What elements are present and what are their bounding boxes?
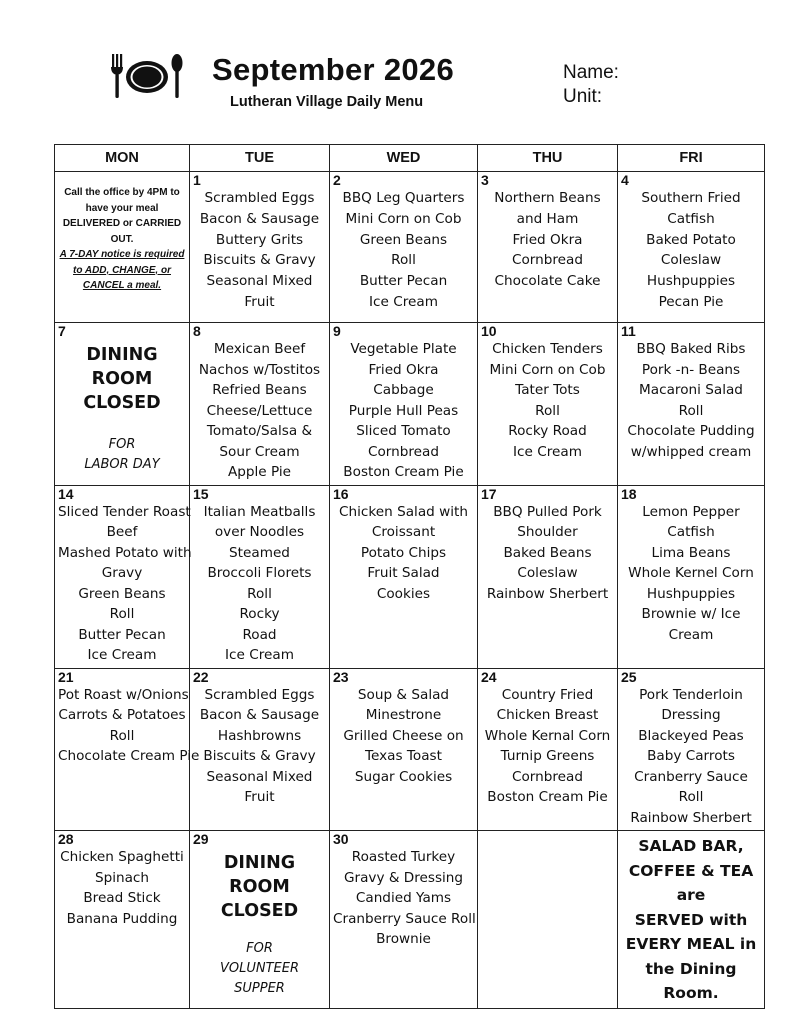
name-label: Name: (563, 62, 619, 83)
menu-item: Baked Potato (646, 231, 736, 248)
day-cell (478, 172, 617, 294)
menu-item: Cranberry Sauce (634, 768, 748, 785)
menu-calendar (54, 144, 765, 1009)
menu-item: Green Beans (78, 585, 166, 602)
day-number: 30 (333, 831, 349, 847)
menu-item: Coleslaw (660, 252, 722, 269)
menu-item: Ice Cream (369, 293, 438, 310)
menu-item: Roll (109, 727, 135, 744)
menu-item: w/whipped cream (630, 443, 752, 460)
menu-items (333, 502, 474, 605)
menu-item: Chocolate Cream Pie (58, 748, 200, 764)
menu-item: Cornbread (511, 768, 583, 785)
menu-item: Steamed (229, 544, 290, 561)
menu-item: Fruit (244, 293, 275, 310)
closed-line: DINING ROOM (223, 853, 296, 897)
weekday-thu: THU (478, 145, 618, 172)
week-row-3 (55, 485, 765, 668)
menu-item: Carrots & Potatoes (58, 707, 186, 723)
menu-items (58, 502, 192, 666)
menu-item: Gravy (101, 565, 143, 581)
menu-item: Butter Pecan (78, 626, 166, 643)
page-subtitle: Lutheran Village Daily Menu (230, 94, 424, 110)
menu-items (481, 685, 614, 808)
day-number: 23 (333, 668, 349, 685)
day-number: 9 (333, 323, 341, 339)
menu-item: Brownie w/ Ice (641, 606, 741, 622)
day-number: 29 (193, 831, 209, 847)
menu-item: Spinach (94, 869, 150, 886)
name-unit-fields (563, 61, 619, 109)
salad-bar-line: SERVED with (634, 910, 748, 929)
day-number: 15 (193, 485, 209, 502)
menu-item: Whole Kernel Corn (628, 565, 754, 581)
menu-item: Southern Fried (641, 190, 741, 206)
menu-item: Hashbrowns (217, 727, 302, 744)
menu-items (621, 188, 761, 313)
day-number: 1 (193, 172, 201, 188)
menu-item: Pecan Pie (658, 293, 724, 310)
menu-items (193, 685, 326, 808)
menu-item: Italian Meatballs (203, 503, 316, 520)
menu-item: Roll (535, 402, 560, 419)
menu-item: Cabbage (373, 382, 434, 398)
day-cell (330, 172, 477, 315)
closed-line: CLOSED (83, 393, 161, 413)
menu-item: Cream (668, 626, 714, 643)
day-number: 14 (58, 485, 74, 502)
office-note-line: DELIVERED or CARRIED (62, 218, 182, 229)
menu-items (193, 188, 326, 313)
menu-item: Chicken Tenders (492, 341, 603, 357)
menu-items (481, 502, 614, 605)
menu-item: Brownie (376, 931, 431, 947)
menu-item: Roll (391, 252, 416, 269)
menu-item: Biscuits & Gravy (203, 748, 316, 764)
menu-item: Chocolate Cake (494, 273, 601, 290)
menu-items (333, 339, 474, 483)
menu-item: Chocolate Pudding (627, 423, 755, 439)
menu-item: Gravy & Dressing (343, 869, 464, 886)
day-number: 2 (333, 172, 341, 188)
menu-item: Broccoli Florets (207, 565, 312, 581)
day-number: 28 (58, 831, 74, 847)
weekday-header-row (55, 145, 765, 172)
day-cell (618, 172, 764, 315)
unit-label: Unit: (563, 86, 603, 107)
day-number: 8 (193, 323, 201, 339)
menu-item: and Ham (516, 210, 579, 227)
menu-items (621, 685, 761, 829)
menu-item: Candied Yams (355, 890, 452, 906)
menu-item: Tater Tots (515, 382, 580, 398)
day-number: 4 (621, 172, 629, 188)
menu-item: Rainbow Sherbert (630, 809, 752, 826)
day-number: 25 (621, 668, 637, 685)
menu-item: Cheese/Lettuce (206, 402, 313, 419)
menu-item: Potato Chips (360, 544, 447, 561)
menu-item: Fried Okra (368, 361, 439, 378)
menu-item: Mini Corn on Cob (345, 210, 462, 227)
menu-item: Baby Carrots (647, 748, 735, 764)
day-cell (55, 485, 192, 668)
menu-item: Refried Beans (212, 382, 307, 398)
menu-item: Beef (106, 524, 138, 540)
menu-item: Scrambled Eggs (204, 686, 315, 703)
weekday-wed: WED (330, 145, 478, 172)
day-cell (330, 831, 477, 952)
menu-item: Cookies (376, 585, 431, 602)
menu-item: Northern Beans (494, 190, 601, 206)
menu-item: Ice Cream (225, 647, 294, 663)
menu-item: Macaroni Salad (639, 382, 743, 398)
menu-item: Mexican Beef (213, 341, 306, 357)
week-row-2 (55, 323, 765, 486)
menu-items (481, 188, 614, 292)
salad-bar-line: COFFEE & TEA are (628, 861, 754, 904)
day-cell-closed (55, 323, 189, 477)
menu-item: Bread Stick (83, 890, 161, 906)
day-cell (55, 831, 189, 931)
menu-item: Pork -n- Beans (641, 361, 741, 378)
menu-items (58, 685, 200, 767)
menu-item: Biscuits & Gravy (203, 252, 316, 269)
menu-item: Fruit Salad (367, 565, 440, 581)
menu-item: BBQ Baked Ribs (636, 341, 746, 357)
day-number: 7 (58, 323, 66, 339)
day-number: 11 (621, 323, 636, 339)
closed-reason: VOLUNTEER SUPPER (219, 961, 299, 996)
menu-item: Coleslaw (517, 565, 578, 581)
menu-item: Ice Cream (87, 647, 157, 663)
salad-bar-note (618, 831, 764, 1008)
office-note-line: have your meal (85, 202, 159, 214)
menu-item: Roll (109, 606, 135, 622)
day-number: 18 (621, 485, 637, 502)
menu-item: over Noodles (214, 524, 305, 540)
menu-item: Roasted Turkey (351, 849, 456, 865)
menu-item: Sugar Cookies (354, 768, 453, 785)
day-cell (478, 486, 617, 607)
weekday-fri: FRI (618, 145, 765, 172)
menu-item: Country Fried (501, 686, 594, 703)
menu-item: Tomato/Salsa & (206, 423, 313, 439)
day-cell (330, 669, 477, 790)
day-cell (190, 486, 329, 668)
menu-item: Soup & Salad (357, 686, 450, 703)
menu-items (333, 188, 474, 313)
menu-item: Ice Cream (513, 443, 582, 460)
menu-item: Rocky Road (508, 423, 587, 439)
menu-item: Vegetable Plate (350, 341, 457, 357)
closed-reason: FOR (246, 941, 273, 956)
office-note (55, 172, 189, 296)
day-cell (190, 669, 329, 810)
menu-item: Whole Kernal Corn (484, 727, 611, 744)
menu-item: Boston Cream Pie (343, 464, 464, 480)
menu-item: Baked Beans (503, 544, 592, 561)
day-number: 3 (481, 172, 489, 188)
menu-item: Hushpuppies (646, 273, 736, 290)
menu-item: Pot Roast w/Onions (58, 686, 189, 703)
menu-item: Buttery Grits (215, 231, 304, 248)
office-note-line: to ADD, CHANGE, or (73, 264, 171, 276)
day-number: 21 (58, 668, 74, 685)
salad-bar-line: SALAD BAR, (638, 837, 744, 855)
menu-item: Roll (678, 402, 704, 419)
menu-item: Minestrone (365, 707, 442, 723)
menu-item: Sliced Tomato (356, 423, 451, 439)
menu-item: Hushpuppies (646, 585, 736, 602)
menu-item: BBQ Pulled Pork (493, 503, 602, 520)
day-cell (190, 172, 329, 315)
menu-item: Turnip Greens (500, 748, 595, 764)
menu-item: Cornbread (367, 443, 439, 460)
menu-items (333, 847, 474, 950)
menu-item: Green Beans (359, 231, 448, 248)
day-cell-closed (190, 831, 329, 1001)
menu-items (193, 339, 326, 483)
menu-item: Roll (247, 585, 272, 602)
menu-item: Bacon & Sausage (199, 707, 320, 723)
menu-item: Cranberry Sauce Roll (333, 910, 476, 927)
day-number: 10 (481, 323, 497, 339)
menu-items (58, 847, 186, 929)
menu-item: BBQ Leg Quarters (342, 190, 465, 206)
menu-item: Lemon Pepper (642, 503, 740, 520)
day-number: 16 (333, 485, 349, 502)
menu-item: Seasonal Mixed (206, 768, 313, 785)
day-cell (55, 668, 200, 769)
day-cell (618, 323, 764, 464)
menu-item: Bacon & Sausage (199, 210, 320, 227)
menu-item: Fruit (244, 789, 275, 805)
menu-items (481, 339, 614, 462)
menu-item: Catfish (667, 210, 715, 227)
menu-item: Blackeyed Peas (638, 727, 744, 744)
page-title: September 2026 (212, 52, 454, 87)
menu-item: Seasonal Mixed (206, 273, 313, 290)
day-cell (330, 486, 477, 607)
menu-item: Mashed Potato with (58, 544, 192, 561)
menu-item: Butter Pecan (359, 273, 448, 290)
menu-item: Boston Cream Pie (487, 789, 608, 805)
menu-item: Pork Tenderloin (639, 686, 743, 703)
day-number: 24 (481, 668, 497, 685)
menu-items (621, 339, 761, 462)
day-cell (618, 669, 764, 831)
menu-item: Cornbread (511, 252, 583, 269)
menu-item: Texas Toast (365, 748, 442, 764)
menu-item: Scrambled Eggs (204, 190, 315, 206)
day-number: 17 (481, 485, 497, 502)
plate-fork-spoon-icon (106, 52, 186, 100)
day-number: 22 (193, 668, 209, 685)
weekday-tue: TUE (190, 145, 330, 172)
week-row-4 (55, 668, 765, 831)
closed-reason: FOR (108, 437, 136, 452)
menu-item: Apple Pie (227, 464, 292, 480)
day-cell (330, 323, 477, 485)
menu-item: Sour Cream (219, 443, 300, 460)
day-cell (618, 486, 764, 648)
day-cell (478, 323, 617, 464)
menu-items (333, 685, 474, 788)
office-note-line: OUT. (110, 233, 134, 245)
menu-item: Mini Corn on Cob (489, 361, 606, 378)
menu-item: Fried Okra (512, 231, 583, 248)
menu-item: Chicken Spaghetti (60, 849, 184, 865)
office-note-line: A 7-DAY notice is required (59, 249, 185, 260)
menu-item: Shoulder (517, 524, 578, 540)
menu-items (621, 502, 761, 646)
menu-item: Grilled Cheese on (343, 727, 464, 744)
week-row-1 (55, 172, 765, 323)
closed-line: DINING ROOM (86, 345, 158, 389)
menu-item: Sliced Tender Roast (58, 503, 191, 520)
office-note-line: Call the office by 4PM to (64, 187, 180, 198)
salad-bar-line: EVERY MEAL in (625, 935, 757, 953)
menu-item: Rainbow Sherbert (486, 585, 609, 602)
menu-item: Banana Pudding (66, 910, 178, 927)
closed-reason: LABOR DAY (84, 457, 160, 472)
empty-cell (478, 831, 617, 834)
week-row-5 (55, 831, 765, 1009)
menu-item: Lima Beans (651, 544, 731, 561)
day-cell (478, 669, 617, 810)
menu-item: Roll (678, 789, 704, 805)
menu-item: Road (242, 626, 277, 643)
menu-item: Purple Hull Peas (348, 402, 459, 419)
salad-bar-line: the Dining Room. (645, 959, 737, 1002)
office-note-line: CANCEL a meal. (82, 280, 162, 291)
menu-item: Dressing (661, 707, 721, 723)
menu-items (193, 502, 326, 666)
menu-item: Catfish (667, 524, 715, 540)
menu-item: Chicken Breast (496, 707, 599, 723)
weekday-mon: MON (55, 145, 190, 172)
closed-line: CLOSED (220, 901, 299, 921)
menu-item: Croissant (371, 524, 436, 540)
menu-item: Rocky (239, 606, 280, 622)
menu-item: Nachos w/Tostitos (198, 361, 321, 378)
day-cell (190, 323, 329, 485)
menu-item: Chicken Salad with (339, 503, 468, 520)
